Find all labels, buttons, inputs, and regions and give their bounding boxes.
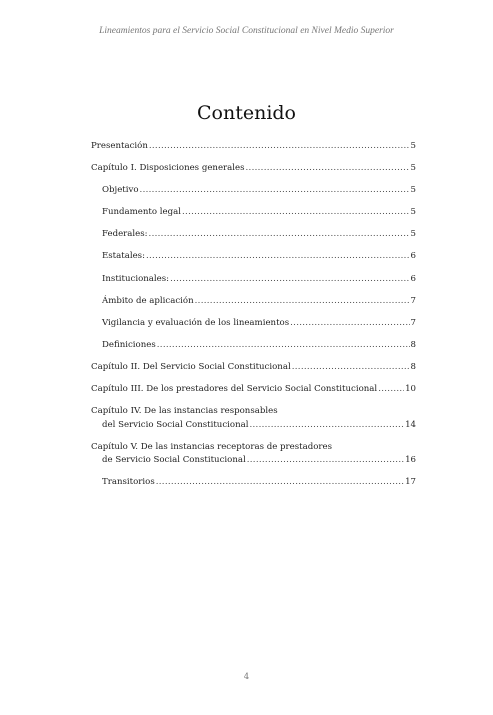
toc-entry-label: Objetivo bbox=[102, 185, 139, 196]
toc-entry-page: 8 bbox=[410, 361, 416, 372]
toc-entry-label: Capítulo I. Disposiciones generales bbox=[91, 163, 245, 174]
toc-entry-label: Definiciones bbox=[102, 339, 156, 350]
toc-dot-leader bbox=[170, 273, 409, 287]
toc-dot-leader bbox=[247, 454, 404, 468]
toc-entry-label: Transitorios bbox=[102, 477, 155, 488]
toc-entry-capitulo-4[interactable] bbox=[91, 405, 416, 432]
toc-entry-label: Capítulo II. Del Servicio Social Constitucional bbox=[91, 361, 291, 372]
toc-entry-page: 10 bbox=[405, 384, 416, 395]
toc-entry-federales[interactable] bbox=[91, 228, 416, 242]
toc-entry-label: Vigilancia y evaluación de los lineamientos bbox=[102, 317, 290, 328]
toc-entry-label-line1: Capítulo IV. De las instancias responsables bbox=[91, 406, 278, 417]
toc-entry-page: 8 bbox=[410, 339, 416, 350]
toc-entry-page: 5 bbox=[410, 141, 416, 151]
toc-dot-leader bbox=[378, 383, 404, 397]
table-of-contents bbox=[91, 140, 416, 498]
toc-entry-institucionales[interactable] bbox=[91, 273, 416, 287]
toc-entry-page: 6 bbox=[410, 251, 416, 262]
toc-entry-fundamento-legal[interactable] bbox=[91, 206, 416, 220]
toc-dot-leader bbox=[182, 206, 410, 220]
toc-dot-leader bbox=[146, 250, 410, 264]
page-number: 4 bbox=[243, 672, 250, 682]
toc-entry-label-line2: del Servicio Social Constitucional bbox=[102, 419, 249, 430]
toc-entry-transitorios[interactable] bbox=[91, 476, 416, 490]
toc-entry-vigilancia-y-evaluacion[interactable] bbox=[91, 317, 416, 331]
running-header: Lineamientos para el Servicio Social Constitucional en Nivel Medio Superior bbox=[99, 26, 394, 36]
toc-dot-leader bbox=[156, 476, 404, 490]
toc-entry-label: Presentación bbox=[91, 141, 148, 151]
toc-entry-ambito-de-aplicacion[interactable] bbox=[91, 295, 416, 309]
toc-entry-capitulo-5[interactable] bbox=[91, 441, 416, 468]
toc-dot-leader bbox=[149, 140, 410, 154]
toc-entry-presentacion[interactable] bbox=[91, 140, 416, 154]
toc-entry-page: 5 bbox=[410, 207, 416, 218]
toc-dot-leader bbox=[149, 228, 410, 242]
toc-entry-page: 5 bbox=[410, 185, 416, 196]
toc-entry-page: 17 bbox=[405, 477, 416, 488]
toc-entry-page: 7 bbox=[410, 317, 416, 328]
toc-entry-definiciones[interactable] bbox=[91, 339, 416, 353]
toc-entry-page: 14 bbox=[405, 419, 416, 430]
toc-dot-leader bbox=[140, 184, 410, 198]
toc-entry-label: Federales: bbox=[102, 229, 148, 240]
toc-entry-label: Fundamento legal bbox=[102, 207, 181, 218]
toc-entry-capitulo-1[interactable] bbox=[91, 162, 416, 176]
toc-title: Contenido bbox=[196, 102, 296, 124]
toc-dot-leader bbox=[290, 317, 409, 331]
toc-entry-objetivo[interactable] bbox=[91, 184, 416, 198]
toc-entry-label: Capítulo III. De los prestadores del Servicio Social Constitucional bbox=[91, 384, 378, 395]
toc-entry-label: Institucionales: bbox=[102, 273, 170, 284]
toc-entry-label-line2: de Servicio Social Constitucional bbox=[102, 455, 246, 466]
toc-dot-leader bbox=[157, 339, 410, 353]
toc-dot-leader bbox=[292, 361, 410, 375]
toc-entry-page: 16 bbox=[405, 455, 416, 466]
toc-entry-page: 5 bbox=[410, 163, 416, 174]
toc-entry-label: Estatales: bbox=[102, 251, 145, 262]
toc-dot-leader bbox=[246, 162, 410, 176]
toc-dot-leader bbox=[249, 419, 404, 433]
toc-entry-label-line1: Capítulo V. De las instancias receptoras de prestadores bbox=[91, 441, 332, 452]
toc-entry-capitulo-3[interactable] bbox=[91, 383, 416, 397]
toc-entry-label: Ámbito de aplicación bbox=[102, 295, 194, 306]
toc-dot-leader bbox=[195, 295, 410, 309]
toc-entry-page: 5 bbox=[410, 229, 416, 240]
toc-entry-page: 7 bbox=[410, 295, 416, 306]
toc-entry-estatales[interactable] bbox=[91, 250, 416, 264]
toc-entry-capitulo-2[interactable] bbox=[91, 361, 416, 375]
toc-entry-page: 6 bbox=[410, 273, 416, 284]
